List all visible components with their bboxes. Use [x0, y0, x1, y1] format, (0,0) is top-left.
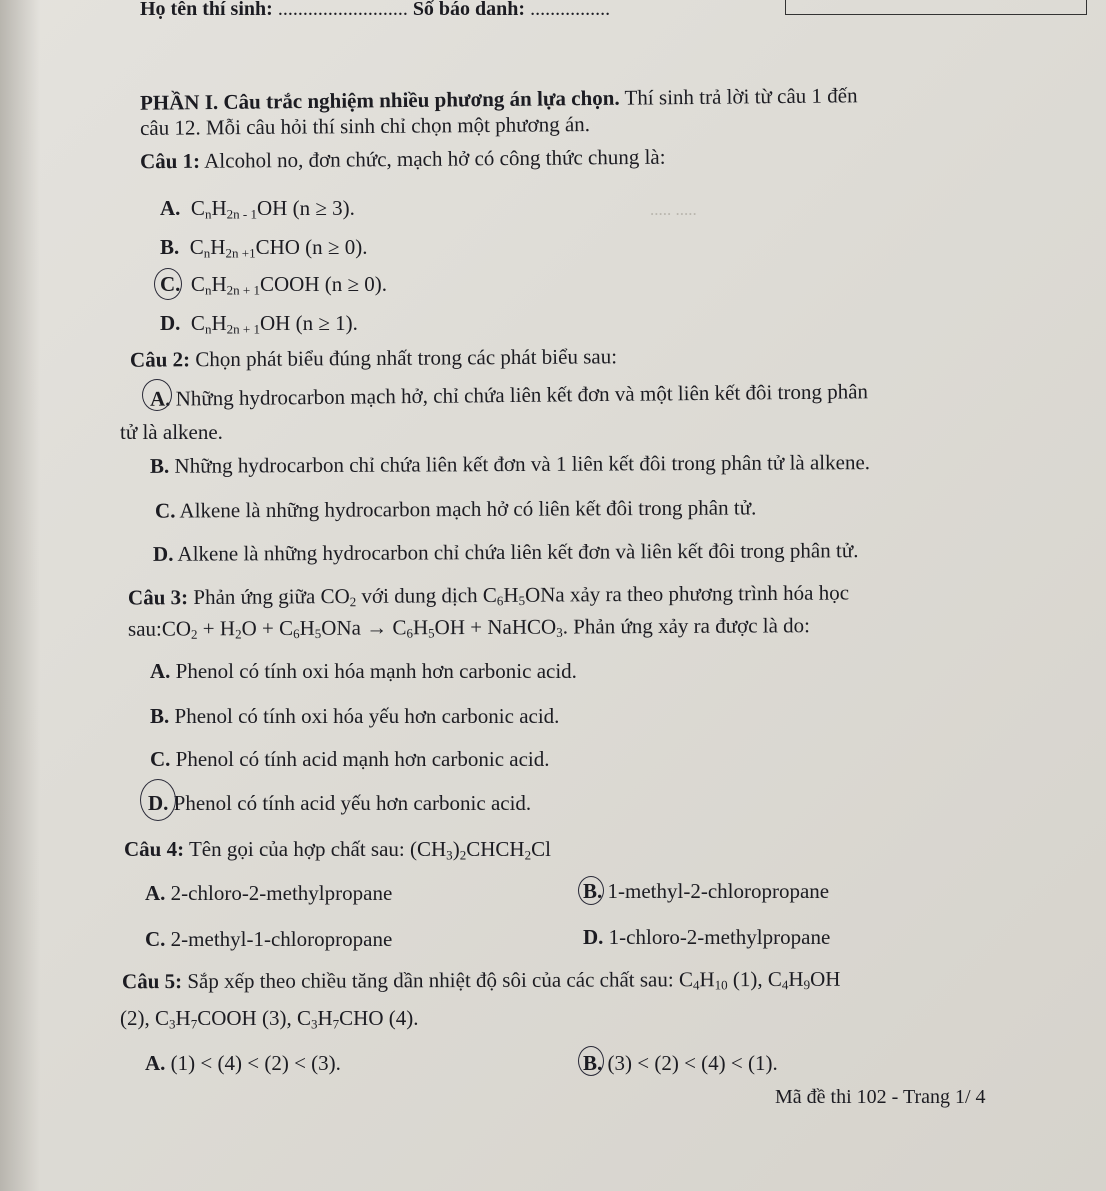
section-instruction-line2: câu 12. Mỗi câu hỏi thí sinh chỉ chọn một phương án. [139, 112, 591, 140]
q4-option-b: B. 1-methyl-2-chloropropane [583, 879, 830, 903]
question-2-label: Câu 2: [129, 347, 191, 372]
q5-option-b: B. (3) < (2) < (4) < (1). [583, 1051, 778, 1075]
question-5: Câu 5: Sắp xếp theo chiều tăng dần nhiệt độ sôi của các chất sau: $C_4H_{10}$ (1), $C_4H_9OH$ [121, 966, 841, 994]
q1-option-c: C. $C_nH_{2n + 1}COOH$ (n ≥ 0). [160, 272, 388, 298]
question-5-cont: (2), $C_3H_7COOH$ (3), $C_3H_7CHO$ (4). [120, 1006, 419, 1032]
q2-option-c: C. Alkene là những hydrocarbon mạch hở có liên kết đôi trong phân tử. [154, 495, 757, 523]
q4-option-a: A. 2-chloro-2-methylpropane [145, 881, 393, 905]
q3-option-d: D. Phenol có tính acid yếu hơn carbonic acid. [148, 791, 532, 815]
question-4: Câu 4: Tên gọi của hợp chất sau: $(CH_3)_2CHCH_2Cl$ [124, 837, 551, 863]
q2-option-a-cont: tử là alkene. [120, 420, 223, 444]
q2-option-d: D. Alkene là những hydrocarbon chỉ chứa liên kết đơn và liên kết đôi trong phân tử. [152, 538, 859, 566]
candidate-name-label: Họ tên thí sinh: [140, 0, 273, 20]
question-4-label: Câu 4: [124, 837, 185, 861]
page-footer: Mã đề thi 102 - Trang 1/ 4 [775, 1086, 986, 1108]
q3-option-a: A. Phenol có tính oxi hóa mạnh hơn carbonic acid. [150, 659, 577, 683]
answer-circle-q2 [142, 379, 172, 411]
question-1-text: Alcohol no, đơn chức, mạch hở có công thức chung là: [199, 144, 666, 173]
question-1-label: Câu 1: [139, 148, 201, 174]
answer-circle-q4 [578, 876, 604, 905]
section-heading [140, 82, 858, 116]
question-1 [140, 144, 666, 175]
exam-code-box [785, 0, 1087, 15]
answer-circle-q5 [578, 1046, 604, 1076]
q1-option-a: A. $C_nH_{2n - 1}OH$ (n ≥ 3). [160, 196, 355, 222]
section-instruction-1: Thí sinh trả lời từ câu 1 đến [619, 83, 858, 110]
q4-option-c: C. 2-methyl-1-chloropropane [145, 927, 393, 951]
q1-option-b: B. $C_nH_{2n +1}CHO$ (n ≥ 0). [160, 235, 368, 261]
candidate-id-blank: ................ [530, 0, 611, 20]
bleed-through: ..... ..... [650, 200, 697, 219]
answer-circle-q3 [140, 779, 176, 821]
q1-option-d: D. $C_nH_{2n + 1}OH$ (n ≥ 1). [160, 311, 358, 337]
question-5-label: Câu 5: [121, 969, 183, 994]
q2-option-a: A. Những hydrocarbon mạch hở, chỉ chứa liên kết đơn và một liên kết đôi trong phân [149, 379, 869, 411]
question-3-equation: $sau:CO_2 + H_2O + C_6H_5ONa \to C_6H_5OH$ + NaHCO$_3$. Phản ứng xảy ra được là do: [127, 613, 811, 642]
q4-option-d: D. 1-chloro-2-methylpropane [583, 925, 831, 949]
q5-option-a: A. (1) < (4) < (2) < (3). [145, 1051, 341, 1075]
candidate-id-label: Số báo danh: [412, 0, 526, 20]
question-3-label: Câu 3: [127, 585, 189, 610]
question-2 [130, 343, 617, 372]
question-2-text: Chọn phát biểu đúng nhất trong các phát biểu sau: [190, 344, 618, 372]
candidate-name-blank: .......................... [277, 0, 408, 20]
page-shadow [0, 0, 40, 1191]
q3-option-b: B. Phenol có tính oxi hóa yếu hơn carbonic acid. [150, 704, 560, 728]
section-title: PHẦN I. Câu trắc nghiệm nhiều phương án lựa chọn. [139, 85, 620, 115]
q2-option-b: B. Những hydrocarbon chỉ chứa liên kết đơn và 1 liên kết đôi trong phân tử là alkene. [149, 450, 871, 478]
candidate-name-line [140, 0, 610, 22]
q3-option-c: C. Phenol có tính acid mạnh hơn carbonic acid. [150, 747, 550, 771]
answer-circle-q1 [154, 268, 182, 300]
question-3: Câu 3: Phản ứng giữa $CO_2$ với dung dịch $C_6H_5ONa$ xảy ra theo phương trình hóa học [127, 580, 850, 610]
